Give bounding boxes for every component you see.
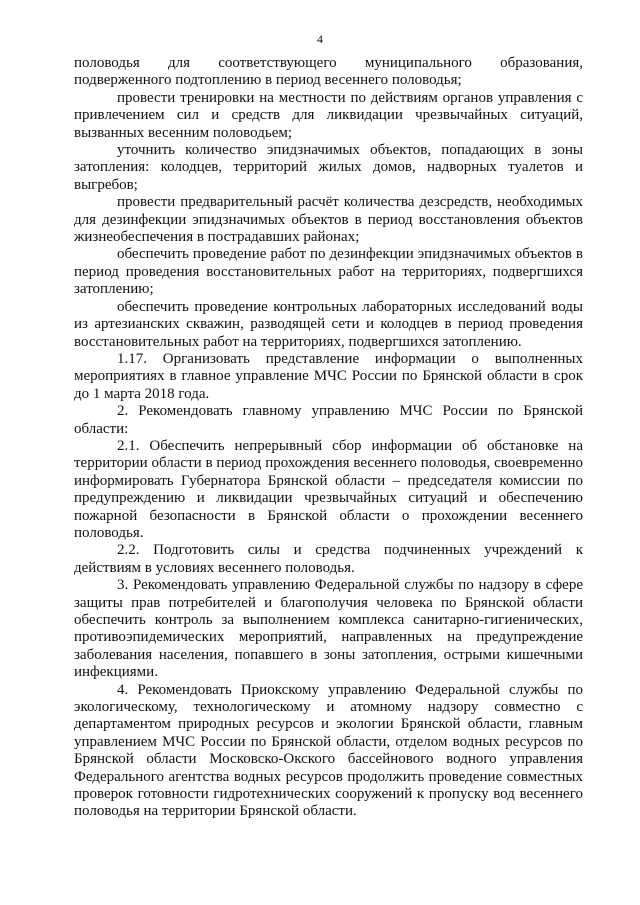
paragraph: 2.2. Подготовить силы и средства подчиненных учреждений к действиям в условиях весеннего половодья. [74,542,583,576]
paragraph: 2.1. Обеспечить непрерывный сбор информации об обстановке на территории области в период прохождения весеннего половодья, своевременно информировать Губернатора Брянской области – председателя комиссии по предупреждению и ликвидации чрезвычайных ситуаций и обеспечению пожарной безопасности в Брянской области о прохождении весеннего половодья. [74,437,583,541]
paragraph: 4. Рекомендовать Приокскому управлению Федеральной службы по экологическому, технологическому и атомному надзору совместно с департаментом природных ресурсов и экологии Брянской области, главным управлением МЧС России по Брянской области, отделом водных ресурсов по Брянской области Московско-Окского бассейнового водного управления Федерального агентства водных ресурсов продолжить проведение совместных проверок готовности гидротехнических сооружений к пропуску вод весеннего половодья на территории Брянской области. [74,681,583,820]
paragraph: уточнить количество эпидзначимых объектов, попадающих в зоны затопления: колодцев, территорий жилых домов, надворных туалетов и выгребов; [74,142,583,193]
paragraph: провести предварительный расчёт количества дезсредств, необходимых для дезинфекции эпидзначимых объектов в период восстановления объектов жизнеобеспечения в пострадавших районах; [74,194,583,246]
paragraph: обеспечить проведение контрольных лабораторных исследований воды из артезианских скважин, разводящей сети и колодцев в период проведения восстановительных работ на территориях, подвергшихся затоплению. [74,298,583,350]
paragraph: 3. Рекомендовать управлению Федеральной службы по надзору в сфере защиты прав потребителей и благополучия человека по Брянской области обеспечить контроль за выполнением комплекса санитарно-гигиенических, противоэпидемических мероприятий, направленных на предупреждение заболевания населения, попавшего в зоны затопления, острыми кишечными инфекциями. [74,577,583,681]
paragraph: провести тренировки на местности по действиям органов управления с привлечением сил и средств для ликвидации чрезвычайных ситуаций, вызванных весенним половодьем; [74,89,583,141]
paragraph: обеспечить проведение работ по дезинфекции эпидзначимых объектов в период проведения восстановительных работ на территориях, подвергшихся затоплению; [74,246,583,298]
page-number: 4 [317,32,323,46]
document-body [74,55,583,821]
paragraph: половодья для соответствующего муниципального образования, подверженного подтоплению в период весеннего половодья; [74,55,583,89]
paragraph: 2. Рекомендовать главному управлению МЧС России по Брянской области: [74,403,583,437]
paragraph: 1.17. Организовать представление информации о выполненных мероприятиях в главное управление МЧС России по Брянской области в срок до 1 марта 2018 года. [74,350,583,402]
